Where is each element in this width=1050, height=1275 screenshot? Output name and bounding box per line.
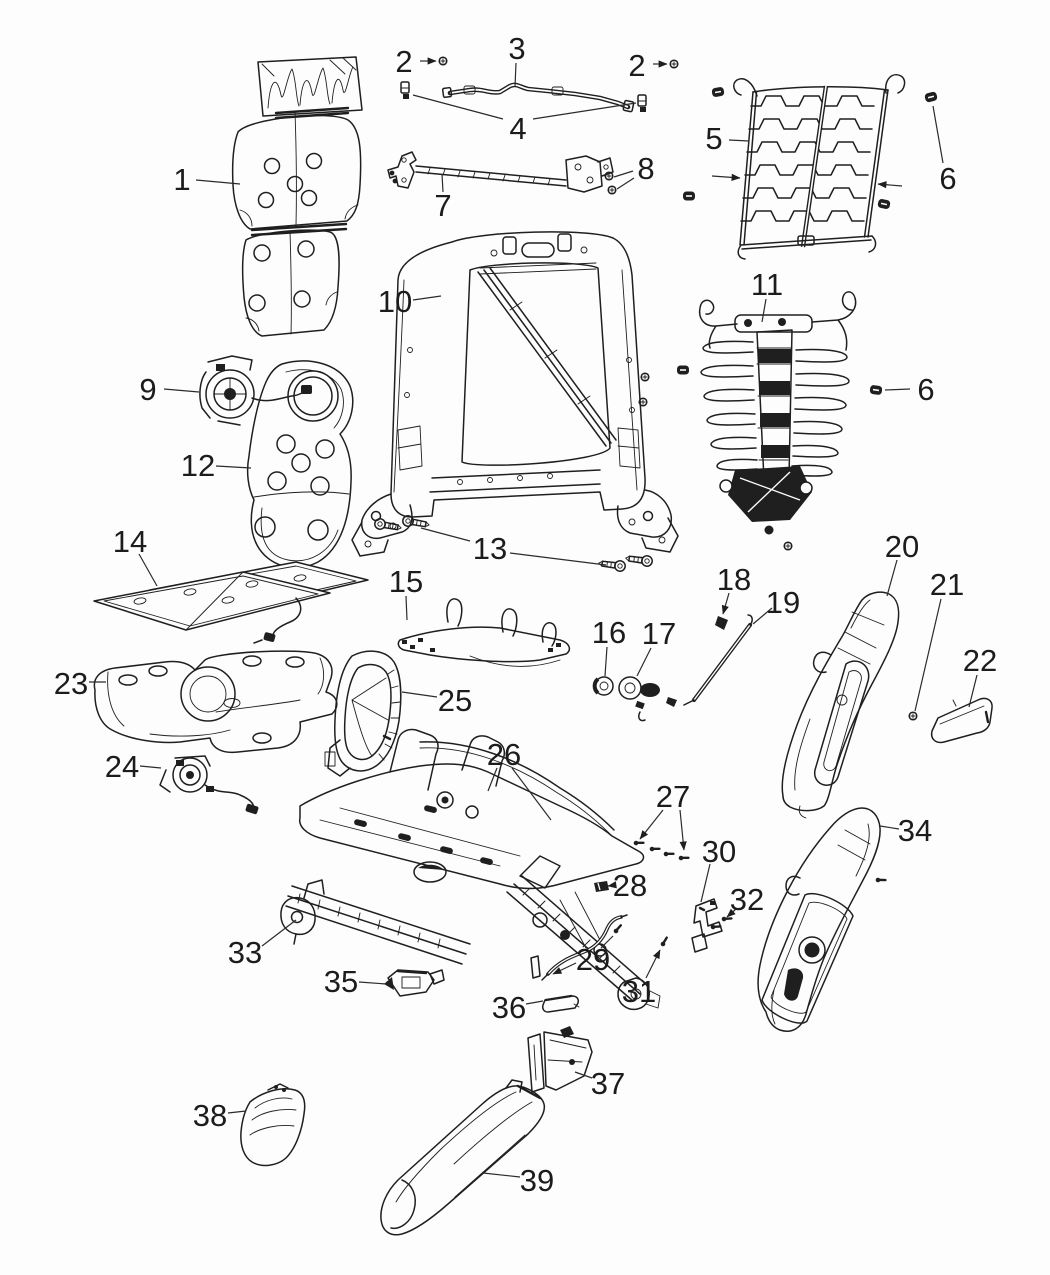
part-6-clip-mid [869,385,882,396]
callout-12-leader-0 [216,466,251,468]
callout-19-label: 19 [765,585,801,620]
part-5-spring-mat [683,75,905,259]
callout-34-label: 34 [897,813,933,848]
callout-38-label: 38 [192,1098,228,1133]
callout-14-label: 14 [112,524,148,559]
callout-36-leader-0 [526,1001,543,1004]
callout-31-label: 31 [621,974,657,1009]
part-39-lower-shield [381,1080,544,1235]
part-12-back-vent-pad [248,361,353,568]
callout-39-leader-0 [483,1173,520,1177]
part-15-brackets [398,599,569,667]
callout-25-label: 25 [437,683,473,718]
part-35-bracket [384,970,444,996]
callout-17-label: 17 [641,616,677,651]
part-7-crossbar [388,152,613,192]
callout-38-leader-0 [228,1111,246,1113]
part-22-cap [932,698,992,742]
part-18-clip [715,616,728,630]
callout-24-label: 24 [104,749,140,784]
callout-8-label: 8 [637,151,655,186]
callout-22-label: 22 [962,643,998,678]
callout-37-label: 37 [590,1066,626,1101]
part-34-switch-shield [758,808,885,1031]
callout-15-label: 15 [388,564,424,599]
callout-26-label: 26 [486,737,522,772]
part-25-side-member [325,651,401,776]
callout-9-label: 9 [139,372,157,407]
callout-16-leader-0 [605,647,607,676]
part-33-front-foot [281,898,315,944]
part-14-heater-mat [94,562,368,643]
callout-27-label: 27 [655,779,691,814]
callout-25-leader-0 [402,692,437,697]
callout-6a-leader-0 [933,106,943,163]
callout-4-leader-0 [413,95,503,119]
part-36-strip [543,996,579,1012]
callout-29-label: 29 [575,942,611,977]
part-1-seatback-pad [233,57,362,336]
callout-13-label: 13 [472,531,508,566]
part-2-screw-right [670,60,678,68]
callout-21-leader-0 [915,599,941,711]
callout-27-leader-0 [640,810,663,839]
part-2-screw-left [439,57,447,65]
callout-11-label: 11 [750,267,784,302]
callout-6b-leader-0 [885,389,910,390]
part-19-rod [666,615,752,707]
callout-10-leader-0 [413,296,441,300]
callout-4-label: 4 [509,111,527,146]
callout-20-label: 20 [884,529,920,564]
callout-23-label: 23 [53,666,89,701]
callout-27-leader-1 [680,810,684,850]
part-8-screws [605,172,616,194]
callout-9-leader-0 [164,389,199,392]
callout-28-label: 28 [612,868,648,903]
callout-15-leader-0 [406,596,407,620]
callout-21-label: 21 [929,567,965,602]
callout-10-label: 10 [377,284,413,319]
part-37-cover [528,1026,592,1092]
callout-35-label: 35 [323,964,359,999]
part-31-screw [660,938,670,948]
part-27-screws [633,840,688,862]
callout-35-leader-0 [359,982,386,984]
part-10-back-frame [352,232,678,556]
callout-34-leader-0 [880,826,899,829]
callout-30-leader-0 [701,864,710,902]
part-23-cushion-pad [94,651,336,752]
callout-32-label: 32 [729,882,765,917]
callout-18-label: 18 [716,562,752,597]
part-38-end-cap [241,1084,305,1165]
callout-12-label: 12 [180,448,216,483]
callout-1-label: 1 [173,162,191,197]
callout-13-leader-1 [510,553,606,565]
part-28-clip [594,881,609,892]
callout-26-leader-1 [512,768,551,820]
callout-8-leader-1 [617,178,634,189]
callout-24-leader-0 [140,766,161,768]
part-6-clip-top [924,91,938,103]
part-21-screw [909,712,917,720]
part-16-grommet [595,677,613,695]
part-11-lumbar [677,292,856,535]
callout-2b-label: 2 [628,48,646,83]
callout-3-label: 3 [508,31,526,66]
callout-20-leader-0 [887,560,897,596]
callout-5-leader-0 [729,140,749,141]
callout-16-label: 16 [591,615,627,650]
callout-11-leader-0 [762,299,766,322]
callout-6a-label: 6 [939,161,957,196]
callout-37-leader-0 [575,1072,592,1078]
part-20-side-shield [782,542,898,818]
part-24-blower [160,756,259,815]
callout-7-label: 7 [434,188,452,223]
callout-2a-label: 2 [395,44,413,79]
callout-17-leader-0 [637,648,651,676]
callout-33-label: 33 [227,935,263,970]
callout-8-leader-0 [614,171,633,177]
part-17-actuator [619,677,660,721]
callout-13-leader-0 [421,528,470,541]
callout-6b-label: 6 [917,372,935,407]
callout-36-label: 36 [491,990,527,1025]
callout-39-label: 39 [519,1163,555,1198]
callout-5-label: 5 [705,121,723,156]
callout-30-label: 30 [701,834,737,869]
callout-4-leader-1 [533,103,636,119]
